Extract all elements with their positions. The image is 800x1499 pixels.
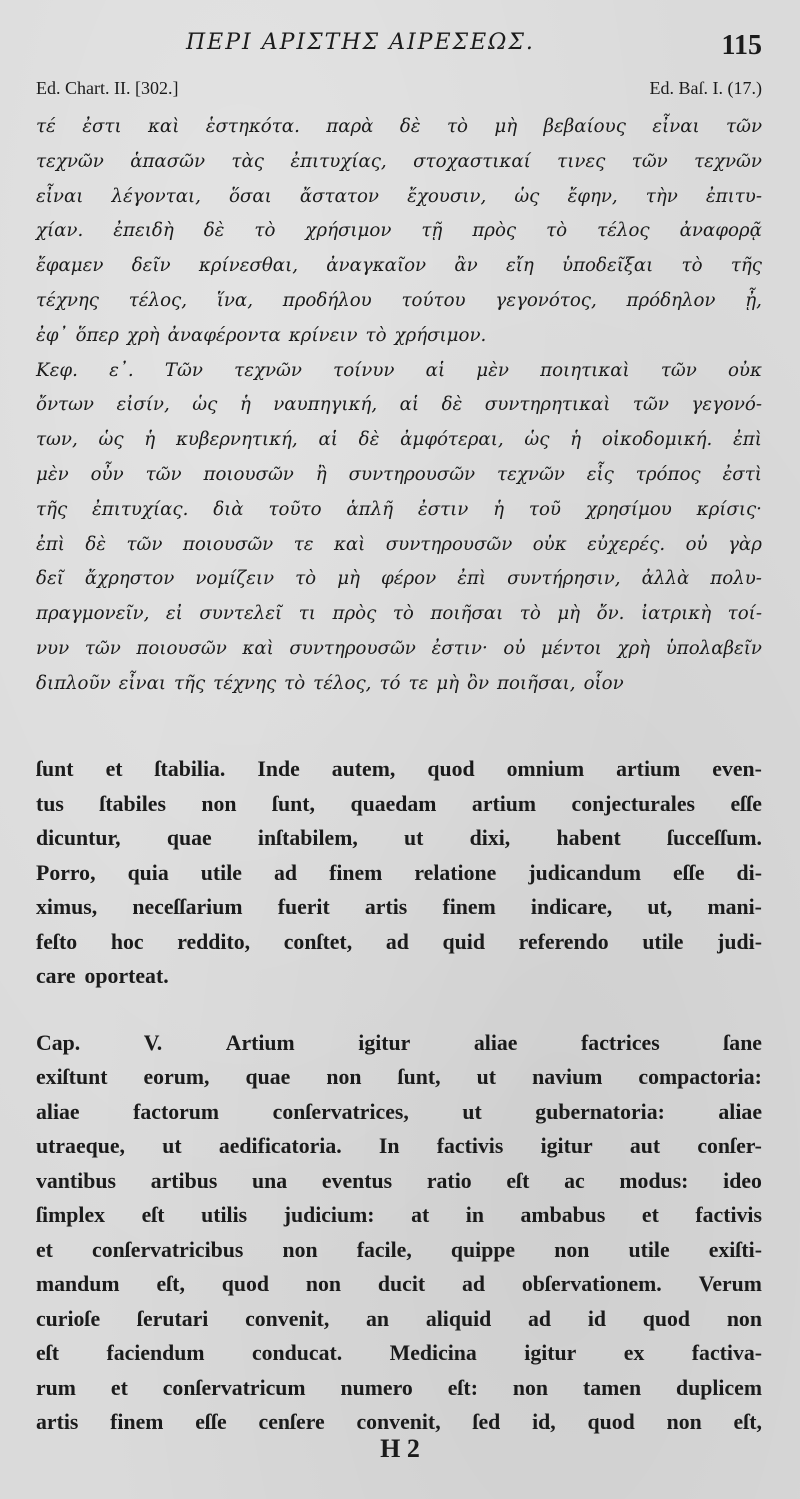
greek-text-line: ἐφ᾽ ὅπερ χρὴ ἀναφέροντα κρίνειν τὸ χρήσιμον. (36, 324, 487, 346)
latin-text-line: curioſe ſerutari convenit, an aliquid ad id quod non (36, 1306, 762, 1331)
greek-text-line: τέ ἐστι καὶ ἑστηκότα. παρὰ δὲ τὸ μὴ βεβαίους εἶναι τῶν (36, 116, 762, 137)
latin-text-line: tus ſtabiles non ſunt, quaedam artium conjecturales eſſe (36, 791, 762, 816)
latin-text-line: ſunt et ſtabilia. Inde autem, quod omnium artium even- (36, 757, 762, 781)
greek-text-line: τέχνης τέλος, ἵνα, προδήλου τούτου γεγονότος, πρόδηλον ᾖ, (36, 289, 762, 311)
greek-text-line: χίαν. ἐπειδὴ δὲ τὸ χρήσιμον τῇ πρὸς τὸ τέλος ἀναφορᾷ (36, 220, 762, 242)
greek-text-line: ἐπὶ δὲ τῶν ποιουσῶν τε καὶ συντηρουσῶν οὐκ εὐχερές. οὐ γὰρ (36, 533, 762, 555)
latin-text-line: mandum eſt, quod non ducit ad obſervationem. Verum (36, 1272, 762, 1296)
greek-text-block (36, 110, 762, 702)
latin-text-line: care oporteat. (36, 964, 169, 988)
running-title: ΠΕΡΙ ΑΡΙΣΤΗΣ ΑΙΡΕΣΕΩΣ. (186, 30, 535, 55)
latin-text-line: Cap. V. Artium igitur aliae factrices ſane (36, 1030, 762, 1055)
edition-chartier-ref: Ed. Chart. II. [302.] (36, 78, 179, 98)
greek-text-line: των, ὡς ἡ κυβερνητική, αἱ δὲ ἀμφότεραι, ὡς ἡ οἰκοδομική. ἐπὶ (36, 429, 762, 451)
latin-text-line: dicuntur, quae inſtabilem, ut dixi, habent ſucceſſum. (36, 826, 762, 850)
latin-text-line: feſto hoc reddito, conſtet, ad quid referendo utile judi- (36, 929, 762, 954)
greek-text-line: τεχνῶν ἁπασῶν τὰς ἐπιτυχίας, στοχαστικαί τινες τῶν τεχνῶν (36, 150, 762, 172)
greek-text-line: ἔφαμεν δεῖν κρίνεσθαι, ἀναγκαῖον ἂν εἴη ὑποδεῖξαι τὸ τῆς (36, 255, 762, 277)
latin-text-line: eſt faciendum conducat. Medicina igitur ex factiva- (36, 1341, 762, 1365)
latin-text-line: artis finem eſſe cenſere convenit, ſed id, quod non eſt, (36, 1410, 762, 1434)
greek-text-line: νυν τῶν ποιουσῶν καὶ συντηρουσῶν ἐστιν· οὐ μέντοι χρὴ ὑπολαβεῖν (36, 637, 762, 659)
greek-text-line: πραγμονεῖν, εἰ συντελεῖ τι πρὸς τὸ ποιῆσαι τὸ μὴ ὄν. ἰατρικὴ τοί- (36, 603, 762, 625)
edition-reference-line (36, 78, 762, 106)
page-number: 115 (721, 30, 762, 61)
greek-text-line: εἶναι λέγονται, ὅσαι ἄστατον ἔχουσιν, ὡς ἔφην, τὴν ἐπιτυ- (36, 185, 762, 207)
greek-text-line: διπλοῦν εἶναι τῆς τέχνης τὸ τέλος, τό τε μὴ ὂν ποιῆσαι, οἷον (36, 672, 624, 694)
latin-text-line: rum et conſervatricum numero eſt: non tamen duplicem (36, 1375, 762, 1400)
latin-text-line: ſimplex eſt utilis judicium: at in ambabus et factivis (36, 1203, 762, 1227)
latin-text-line: et conſervatricibus non facile, quippe non utile exiſti- (36, 1237, 762, 1262)
greek-text-line: ὄντων εἰσίν, ὡς ἡ ναυπηγική, αἱ δὲ συντηρητικαὶ τῶν γεγονό- (36, 394, 762, 416)
edition-basel-ref: Ed. Baſ. I. (17.) (649, 78, 762, 98)
greek-text-line: μὲν οὖν τῶν ποιουσῶν ἢ συντηρουσῶν τεχνῶν εἷς τρόπος ἐστὶ (36, 463, 762, 485)
greek-text-line: τῆς ἐπιτυχίας. διὰ τοῦτο ἁπλῆ ἐστιν ἡ τοῦ χρησίμου κρίσις· (36, 498, 762, 520)
latin-text-line: ximus, neceſſarium fuerit artis finem indicare, ut, mani- (36, 895, 762, 919)
latin-text-line: vantibus artibus una eventus ratio eſt ac modus: ideo (36, 1168, 762, 1193)
signature-mark: H 2 (380, 1434, 420, 1463)
paragraph-gap (36, 994, 762, 1026)
latin-text-line: aliae factorum conſervatrices, ut gubernatoria: aliae (36, 1099, 762, 1124)
latin-text-line: Porro, quia utile ad finem relatione judicandum eſſe di- (36, 860, 762, 885)
greek-text-line: Κεφ. ε᾽. Τῶν τεχνῶν τοίνυν αἱ μὲν ποιητικαὶ τῶν οὐκ (36, 359, 762, 381)
greek-text-line: δεῖ ἄχρηστον νομίζειν τὸ μὴ φέρον ἐπὶ συντήρησιν, ἀλλὰ πολυ- (36, 568, 762, 590)
latin-translation-block (36, 752, 762, 1440)
running-head (36, 28, 762, 68)
latin-text-line: exiſtunt eorum, quae non ſunt, ut navium compactoria: (36, 1065, 762, 1089)
latin-text-line: utraeque, ut aedificatoria. In factivis igitur aut conſer- (36, 1134, 762, 1158)
